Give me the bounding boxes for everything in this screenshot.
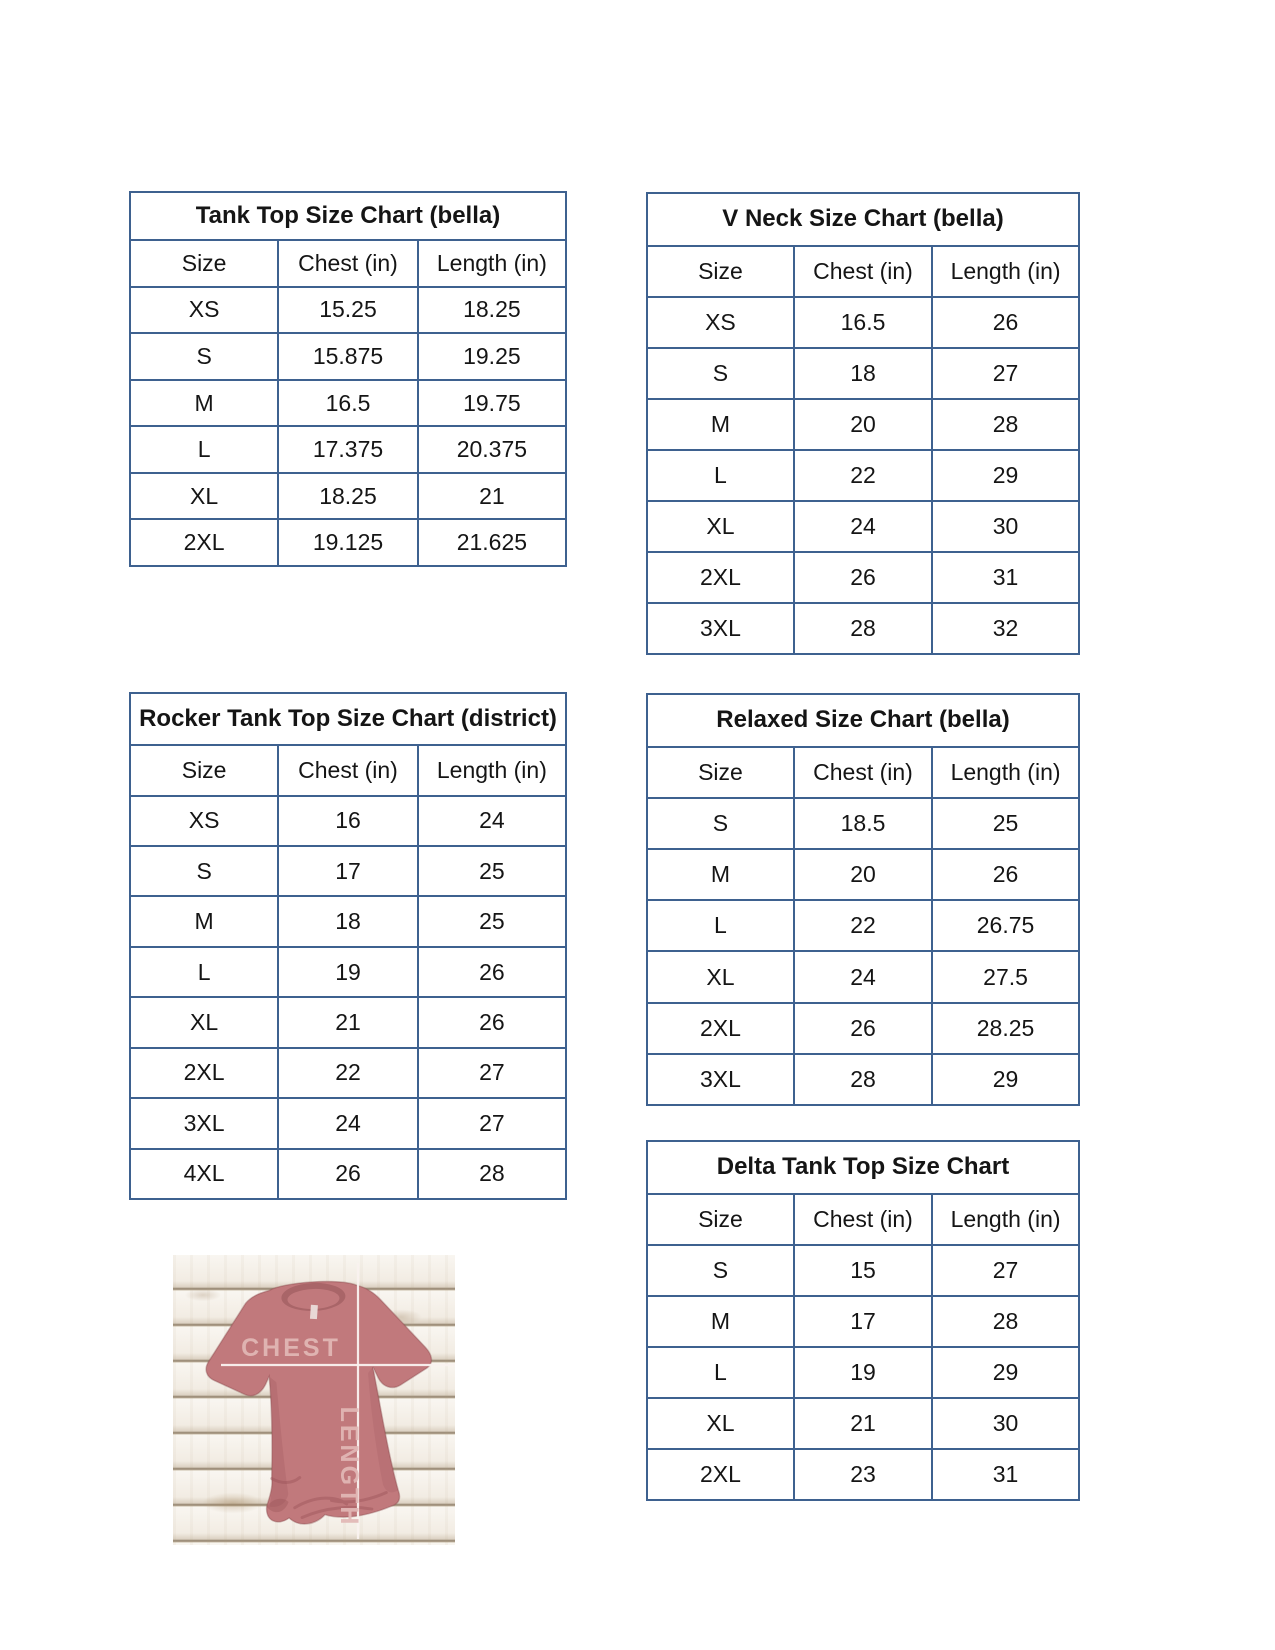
chest-cell: 15.875 <box>278 333 418 380</box>
table-row <box>647 501 1079 552</box>
size-cell: XL <box>647 951 794 1002</box>
length-cell: 28 <box>932 399 1079 450</box>
tshirt-shape <box>203 1278 437 1527</box>
tshirt-illustration <box>173 1255 455 1545</box>
size-cell: XS <box>647 297 794 348</box>
table-row <box>647 900 1079 951</box>
table-row <box>647 951 1079 1002</box>
table-row <box>130 519 566 566</box>
chest-cell: 19.125 <box>278 519 418 566</box>
table-row <box>647 552 1079 603</box>
size-cell: 3XL <box>647 1054 794 1105</box>
size-cell: S <box>647 348 794 399</box>
length-cell: 27 <box>418 1098 566 1148</box>
size-table <box>646 192 1080 655</box>
size-cell: M <box>647 1296 794 1347</box>
length-cell: 29 <box>932 1347 1079 1398</box>
chest-cell: 18 <box>794 348 932 399</box>
size-table-relaxed <box>646 693 1080 1106</box>
length-cell: 29 <box>932 450 1079 501</box>
length-cell: 27 <box>932 348 1079 399</box>
length-cell: 26 <box>418 947 566 997</box>
size-cell: XL <box>647 1398 794 1449</box>
length-cell: 30 <box>932 1398 1079 1449</box>
size-cell: M <box>130 380 278 427</box>
table-row <box>130 896 566 946</box>
chest-cell: 17 <box>278 846 418 896</box>
length-label: LENGTH <box>335 1406 363 1528</box>
size-cell: 2XL <box>130 519 278 566</box>
length-cell: 26.75 <box>932 900 1079 951</box>
chest-cell: 16.5 <box>278 380 418 427</box>
size-table-v-neck <box>646 192 1080 655</box>
chest-cell: 22 <box>278 1048 418 1098</box>
chest-cell: 20 <box>794 849 932 900</box>
chest-cell: 24 <box>278 1098 418 1148</box>
table-row <box>130 473 566 520</box>
length-cell: 31 <box>932 1449 1079 1500</box>
size-table <box>646 693 1080 1106</box>
chest-cell: 18 <box>278 896 418 946</box>
chest-cell: 21 <box>794 1398 932 1449</box>
table-title-row <box>647 1141 1079 1194</box>
size-cell: 2XL <box>647 552 794 603</box>
chest-cell: 22 <box>794 900 932 951</box>
table-title: Tank Top Size Chart (bella) <box>130 192 566 240</box>
length-cell: 29 <box>932 1054 1079 1105</box>
table-row <box>130 796 566 846</box>
size-cell: 2XL <box>647 1003 794 1054</box>
size-cell: S <box>130 333 278 380</box>
chest-cell: 16.5 <box>794 297 932 348</box>
table-row <box>647 849 1079 900</box>
size-cell: 2XL <box>647 1449 794 1500</box>
size-table-tank-top <box>129 191 567 567</box>
table-header-row <box>647 747 1079 798</box>
table-title-row <box>130 192 566 240</box>
column-header: Chest (in) <box>794 246 932 297</box>
chest-cell: 21 <box>278 997 418 1047</box>
length-cell: 25 <box>932 798 1079 849</box>
table-row <box>647 1245 1079 1296</box>
column-header: Size <box>647 246 794 297</box>
chest-cell: 26 <box>794 1003 932 1054</box>
length-cell: 25 <box>418 896 566 946</box>
chest-cell: 20 <box>794 399 932 450</box>
size-cell: L <box>130 426 278 473</box>
length-cell: 30 <box>932 501 1079 552</box>
column-header: Size <box>130 745 278 795</box>
table-row <box>130 1048 566 1098</box>
length-cell: 27 <box>932 1245 1079 1296</box>
size-table-rocker-tank-top <box>129 692 567 1200</box>
chest-cell: 17 <box>794 1296 932 1347</box>
length-cell: 20.375 <box>418 426 566 473</box>
table-title: Rocker Tank Top Size Chart (district) <box>130 693 566 745</box>
size-table <box>129 191 567 567</box>
column-header: Chest (in) <box>278 745 418 795</box>
size-cell: S <box>130 846 278 896</box>
size-cell: S <box>647 798 794 849</box>
table-row <box>647 1054 1079 1105</box>
table-header-row <box>647 246 1079 297</box>
chest-cell: 24 <box>794 501 932 552</box>
chest-cell: 24 <box>794 951 932 1002</box>
length-cell: 28.25 <box>932 1003 1079 1054</box>
column-header: Length (in) <box>932 747 1079 798</box>
table-title-row <box>130 693 566 745</box>
size-cell: M <box>647 399 794 450</box>
column-header: Size <box>130 240 278 287</box>
chest-cell: 26 <box>278 1149 418 1199</box>
size-cell: XS <box>130 796 278 846</box>
chest-cell: 19 <box>794 1347 932 1398</box>
length-cell: 27 <box>418 1048 566 1098</box>
chest-cell: 19 <box>278 947 418 997</box>
table-row <box>647 1398 1079 1449</box>
length-cell: 25 <box>418 846 566 896</box>
column-header: Chest (in) <box>794 747 932 798</box>
size-table-delta-tank-top <box>646 1140 1080 1501</box>
table-row <box>647 1449 1079 1500</box>
length-cell: 26 <box>932 849 1079 900</box>
chest-cell: 28 <box>794 1054 932 1105</box>
column-header: Length (in) <box>418 745 566 795</box>
size-cell: M <box>647 849 794 900</box>
size-cell: XL <box>647 501 794 552</box>
size-cell: L <box>647 900 794 951</box>
table-row <box>647 1296 1079 1347</box>
table-row <box>647 798 1079 849</box>
chest-cell: 18.25 <box>278 473 418 520</box>
column-header: Chest (in) <box>278 240 418 287</box>
chest-cell: 16 <box>278 796 418 846</box>
table-title-row <box>647 193 1079 246</box>
chest-cell: 15 <box>794 1245 932 1296</box>
length-cell: 21 <box>418 473 566 520</box>
table-row <box>130 1098 566 1148</box>
size-cell: 4XL <box>130 1149 278 1199</box>
column-header: Size <box>647 1194 794 1245</box>
length-cell: 21.625 <box>418 519 566 566</box>
table-row <box>130 333 566 380</box>
table-title: V Neck Size Chart (bella) <box>647 193 1079 246</box>
chest-cell: 23 <box>794 1449 932 1500</box>
column-header: Size <box>647 747 794 798</box>
table-title: Delta Tank Top Size Chart <box>647 1141 1079 1194</box>
length-cell: 19.25 <box>418 333 566 380</box>
table-row <box>647 603 1079 654</box>
size-cell: XS <box>130 287 278 334</box>
column-header: Chest (in) <box>794 1194 932 1245</box>
table-header-row <box>647 1194 1079 1245</box>
table-row <box>647 1003 1079 1054</box>
size-cell: 3XL <box>130 1098 278 1148</box>
table-row <box>647 348 1079 399</box>
table-row <box>130 287 566 334</box>
length-cell: 28 <box>418 1149 566 1199</box>
table-row <box>647 450 1079 501</box>
size-cell: 2XL <box>130 1048 278 1098</box>
table-row <box>130 380 566 427</box>
table-row <box>130 1149 566 1199</box>
length-cell: 32 <box>932 603 1079 654</box>
length-cell: 26 <box>932 297 1079 348</box>
table-title: Relaxed Size Chart (bella) <box>647 694 1079 747</box>
chest-label: CHEST <box>241 1334 341 1362</box>
chest-cell: 26 <box>794 552 932 603</box>
length-cell: 24 <box>418 796 566 846</box>
table-row <box>647 1347 1079 1398</box>
table-row <box>130 846 566 896</box>
chest-cell: 17.375 <box>278 426 418 473</box>
table-header-row <box>130 745 566 795</box>
column-header: Length (in) <box>932 246 1079 297</box>
size-cell: L <box>647 1347 794 1398</box>
tshirt-measurement-photo <box>173 1255 455 1545</box>
chest-cell: 15.25 <box>278 287 418 334</box>
size-table <box>646 1140 1080 1501</box>
chest-cell: 28 <box>794 603 932 654</box>
table-row <box>130 426 566 473</box>
length-cell: 31 <box>932 552 1079 603</box>
chest-cell: 18.5 <box>794 798 932 849</box>
size-cell: L <box>130 947 278 997</box>
size-cell: S <box>647 1245 794 1296</box>
size-cell: XL <box>130 473 278 520</box>
size-cell: M <box>130 896 278 946</box>
size-table <box>129 692 567 1200</box>
table-row <box>130 997 566 1047</box>
size-cell: 3XL <box>647 603 794 654</box>
table-row <box>647 399 1079 450</box>
length-cell: 18.25 <box>418 287 566 334</box>
column-header: Length (in) <box>418 240 566 287</box>
length-cell: 26 <box>418 997 566 1047</box>
table-header-row <box>130 240 566 287</box>
length-cell: 19.75 <box>418 380 566 427</box>
size-cell: XL <box>130 997 278 1047</box>
table-row <box>647 297 1079 348</box>
column-header: Length (in) <box>932 1194 1079 1245</box>
chest-cell: 22 <box>794 450 932 501</box>
length-cell: 28 <box>932 1296 1079 1347</box>
table-title-row <box>647 694 1079 747</box>
length-cell: 27.5 <box>932 951 1079 1002</box>
table-row <box>130 947 566 997</box>
size-cell: L <box>647 450 794 501</box>
